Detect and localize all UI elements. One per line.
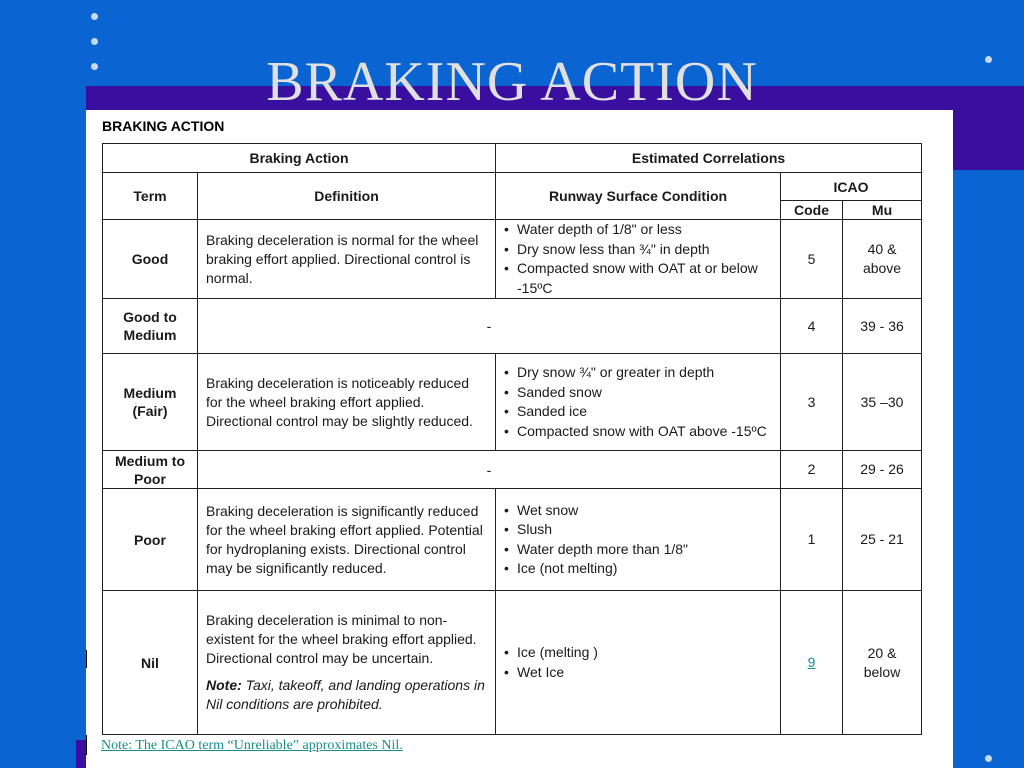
conditions-cell (496, 354, 781, 451)
dash-cell: - (198, 451, 781, 489)
code-cell: 3 (781, 354, 843, 451)
mu-cell: 35 –30 (843, 354, 922, 451)
header-icao: ICAO (781, 173, 922, 201)
term-cell: Nil (103, 591, 198, 735)
header-code: Code (781, 201, 843, 220)
code-cell: 1 (781, 489, 843, 591)
code-link[interactable]: 9 (807, 654, 816, 670)
document-image (86, 110, 953, 768)
condition-item: • Ice (melting ) (504, 643, 772, 663)
condition-item: • Water depth more than 1/8" (504, 540, 772, 560)
mu-cell: 29 - 26 (843, 451, 922, 489)
condition-item: • Compacted snow with OAT above -15ºC (504, 422, 772, 442)
term-cell: Good (103, 220, 198, 299)
term-cell: Medium (Fair) (103, 354, 198, 451)
header-term: Term (103, 173, 198, 220)
condition-item: • Wet snow (504, 501, 772, 521)
condition-item: • Sanded ice (504, 402, 772, 422)
dash-cell: - (198, 299, 781, 354)
mu-cell: 39 - 36 (843, 299, 922, 354)
edge-mark (86, 650, 87, 668)
note-label: Note: (206, 677, 242, 693)
code-cell: 5 (781, 220, 843, 299)
condition-item: • Ice (not melting) (504, 559, 772, 579)
condition-item: • Dry snow less than ¾" in depth (504, 240, 772, 260)
bullet-dot-icon (91, 13, 98, 20)
term-cell: Poor (103, 489, 198, 591)
mu-cell: 40 & above (843, 220, 922, 299)
condition-item: • Dry snow ¾" or greater in depth (504, 363, 772, 383)
definition-text: Braking deceleration is minimal to non-existent for the wheel braking effort applied. Directional control may be uncertain. (206, 612, 477, 666)
table-row (103, 299, 922, 354)
header-mu: Mu (843, 201, 922, 220)
condition-item: • Water depth of 1/8" or less (504, 220, 772, 240)
code-cell: 2 (781, 451, 843, 489)
note-text: Taxi, takeoff, and landing operations in Nil conditions are prohibited. (206, 677, 485, 712)
code-cell: 4 (781, 299, 843, 354)
header-definition: Definition (198, 173, 496, 220)
table-row (103, 451, 922, 489)
condition-item: • Sanded snow (504, 383, 772, 403)
conditions-cell (496, 220, 781, 299)
table-row (103, 591, 922, 735)
document-heading: BRAKING ACTION (102, 118, 225, 134)
mu-cell: 20 & below (843, 591, 922, 735)
table-row (103, 489, 922, 591)
definition-cell (198, 591, 496, 735)
header-estimated-correlations: Estimated Correlations (496, 144, 922, 173)
condition-item: • Compacted snow with OAT at or below -15ºC (504, 259, 772, 298)
condition-item: • Wet Ice (504, 663, 772, 683)
definition-cell: Braking deceleration is significantly reduced for the wheel braking effort applied. Potential for hydroplaning exists. Directional control may be significantly reduced. (198, 489, 496, 591)
definition-note (206, 676, 487, 714)
bullet-dot-icon (91, 38, 98, 45)
edge-mark (86, 735, 87, 755)
condition-item: • Slush (504, 520, 772, 540)
table-row (103, 220, 922, 299)
bullet-dot-icon (985, 755, 992, 762)
term-cell: Medium to Poor (103, 451, 198, 489)
conditions-cell (496, 591, 781, 735)
code-cell (781, 591, 843, 735)
conditions-cell (496, 489, 781, 591)
header-runway-surface-condition: Runway Surface Condition (496, 173, 781, 220)
footnote-link[interactable]: Note: The ICAO term “Unreliable” approximates Nil. (101, 738, 403, 753)
term-cell: Good to Medium (103, 299, 198, 354)
slide-title: BRAKING ACTION (266, 51, 758, 113)
mu-cell: 25 - 21 (843, 489, 922, 591)
definition-cell: Braking deceleration is noticeably reduced for the wheel braking effort applied. Directional control may be slightly reduced. (198, 354, 496, 451)
table-row (103, 354, 922, 451)
header-braking-action: Braking Action (103, 144, 496, 173)
definition-cell: Braking deceleration is normal for the wheel braking effort applied. Directional control is normal. (198, 220, 496, 299)
braking-action-table (102, 143, 922, 735)
